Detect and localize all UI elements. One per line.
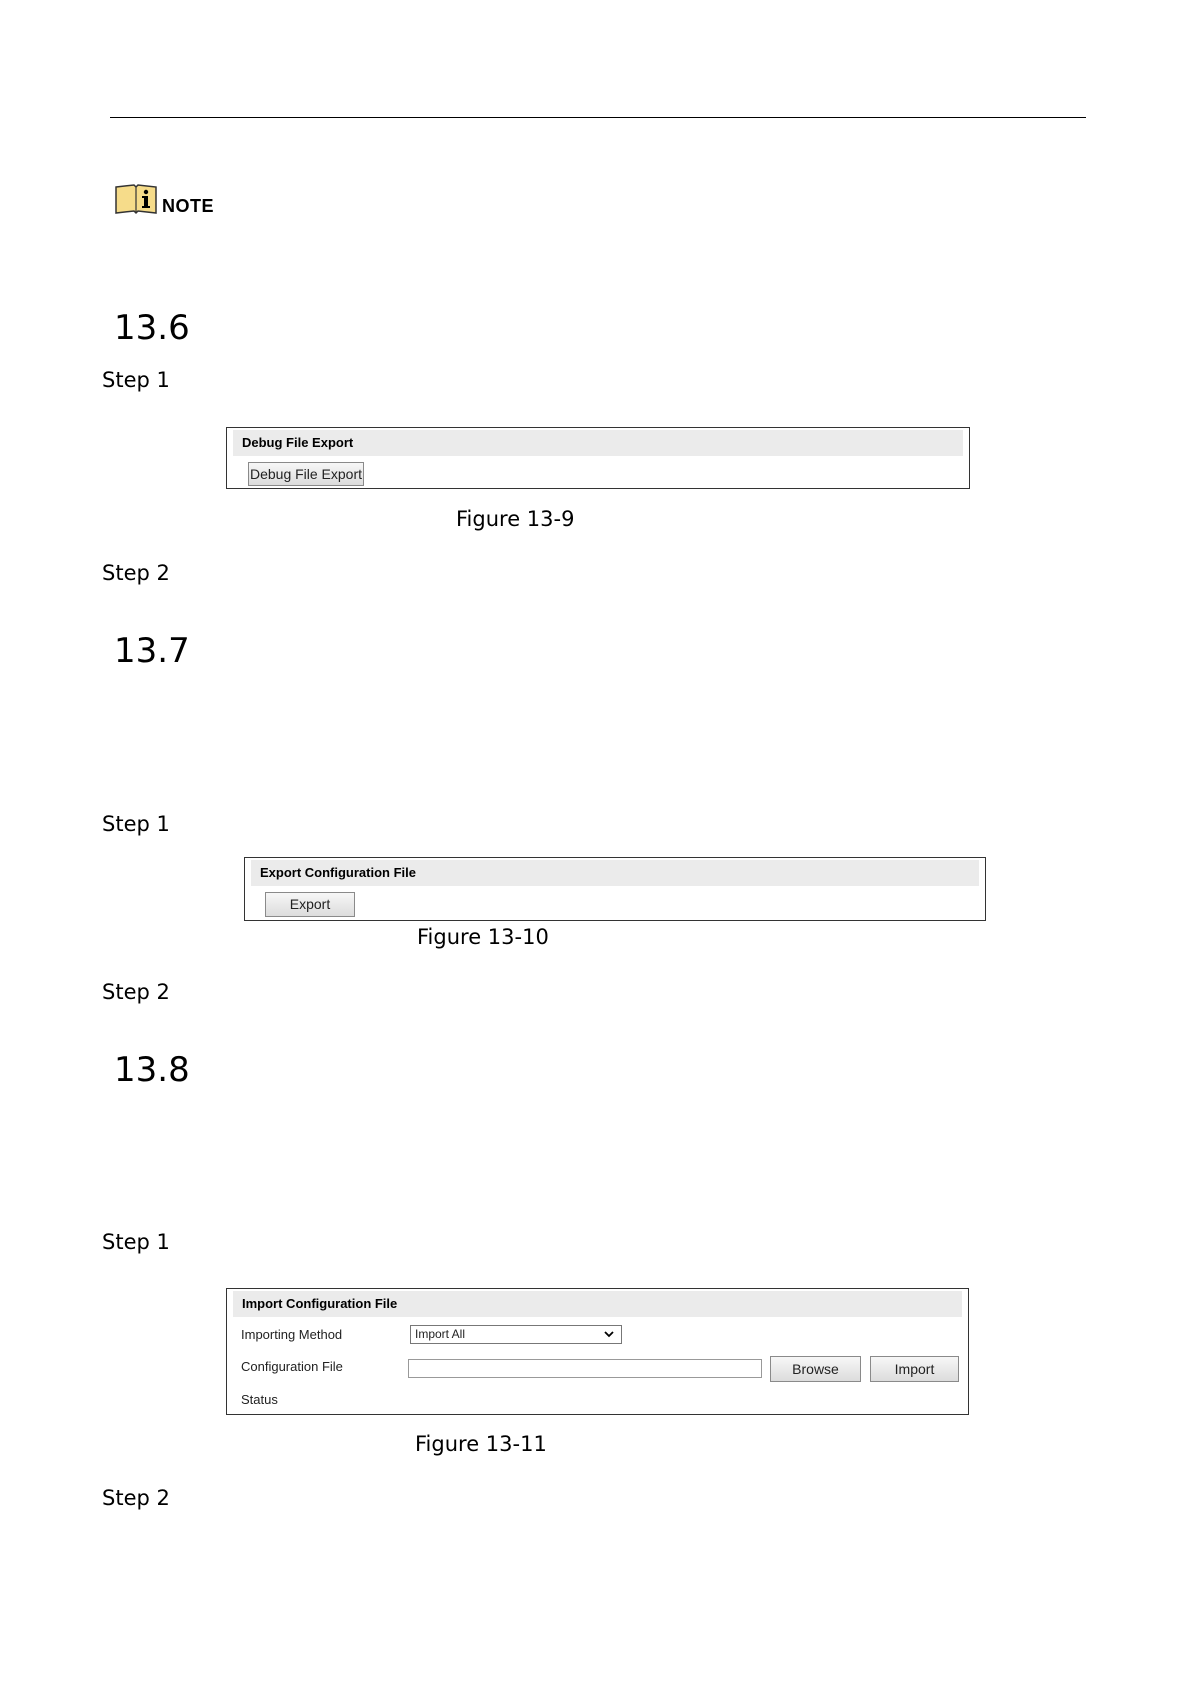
figure-caption: Figure 13-10 — [417, 925, 549, 949]
step-label: Step 1 — [102, 812, 170, 836]
export-button[interactable]: Export — [265, 892, 355, 917]
configuration-file-input[interactable] — [408, 1359, 762, 1378]
figure-caption: Figure 13-9 — [456, 507, 575, 531]
header-rule — [110, 117, 1086, 118]
section-heading-13-7: 13.7 — [114, 631, 190, 671]
panel-title: Import Configuration File — [233, 1291, 962, 1317]
importing-method-value: Import All — [415, 1327, 466, 1341]
section-heading-13-6: 13.6 — [114, 308, 190, 348]
chevron-down-icon — [603, 1326, 615, 1348]
step-label: Step 1 — [102, 368, 170, 392]
step-label: Step 2 — [102, 980, 170, 1004]
note-label: NOTE — [162, 196, 215, 216]
note-book-info-icon — [114, 183, 158, 215]
step-label: Step 1 — [102, 1230, 170, 1254]
debug-file-export-button[interactable]: Debug File Export — [248, 462, 364, 486]
step-label: Step 2 — [102, 561, 170, 585]
browse-button[interactable]: Browse — [770, 1356, 861, 1382]
export-configuration-panel — [244, 857, 986, 921]
panel-title: Debug File Export — [233, 430, 963, 456]
import-configuration-panel — [226, 1288, 969, 1415]
debug-file-export-panel — [226, 427, 970, 489]
importing-method-label: Importing Method — [241, 1327, 343, 1342]
panel-title: Export Configuration File — [251, 860, 979, 886]
step-label: Step 2 — [102, 1486, 170, 1510]
import-button[interactable]: Import — [870, 1356, 959, 1382]
configuration-file-label: Configuration File — [241, 1359, 343, 1374]
status-label: Status — [241, 1392, 278, 1407]
importing-method-select[interactable] — [410, 1325, 622, 1344]
figure-caption: Figure 13-11 — [415, 1432, 547, 1456]
section-heading-13-8: 13.8 — [114, 1050, 190, 1090]
